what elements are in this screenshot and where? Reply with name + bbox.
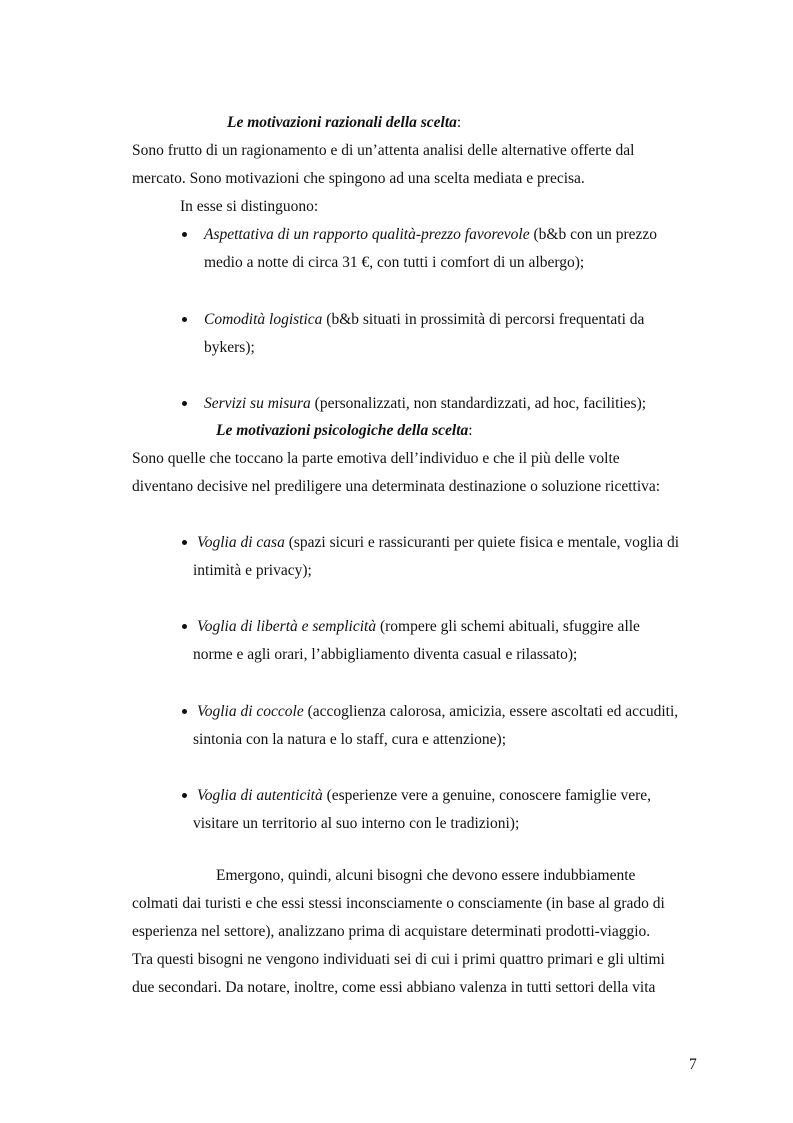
rational-intro-line-1: Sono frutto di un ragionamento e di un’attenta analisi delle alternative offerte dal xyxy=(132,142,635,159)
rational-intro-line-2: mercato. Sono motivazioni che spingono ad una scelta mediata e precisa. xyxy=(132,170,585,187)
psychological-item-3-term: Voglia di coccole xyxy=(197,703,304,720)
psychological-item-4-term: Voglia di autenticità xyxy=(197,787,323,804)
bullet-icon xyxy=(182,232,187,237)
rational-heading-colon: : xyxy=(456,114,462,131)
rational-item-3-desc: (personalizzati, non standardizzati, ad hoc, facilities); xyxy=(310,395,647,412)
psychological-item-3-desc: (accoglienza calorosa, amicizia, essere ascoltati ed accuditi, xyxy=(303,703,679,720)
rational-item-2-line-2: bykers); xyxy=(204,339,255,356)
rational-heading-text: Le motivazioni razionali della scelta xyxy=(227,114,457,131)
psychological-item-1-desc: (spazi sicuri e rassicuranti per quiete fisica e mentale, voglia di xyxy=(284,534,680,551)
rational-item-3-line-1 xyxy=(204,394,646,414)
rational-heading xyxy=(227,113,461,133)
closing-line-5: due secondari. Da notare, inoltre, come essi abbiano valenza in tutti settori della vita xyxy=(132,979,656,996)
psychological-item-2-line-1 xyxy=(197,617,640,637)
psychological-item-2-line-2: norme e agli orari, l’abbigliamento diventa casual e rilassato); xyxy=(193,646,578,663)
rational-item-1-desc: (b&b con un prezzo xyxy=(529,226,658,243)
rational-item-2-desc: (b&b situati in prossimità di percorsi frequentati da xyxy=(322,311,645,328)
bullet-icon xyxy=(182,709,187,714)
psychological-item-4-line-2: visitare un territorio al suo interno con le tradizioni); xyxy=(193,815,520,832)
psychological-item-4-desc: (esperienze vere a genuine, conoscere famiglie vere, xyxy=(322,787,652,804)
bullet-icon xyxy=(182,317,187,322)
psychological-item-2-term: Voglia di libertà e semplicità xyxy=(197,618,377,635)
psychological-heading xyxy=(216,421,473,441)
closing-line-2: colmati dai turisti e che essi stessi inconsciamente o consciamente (in base al grado di xyxy=(132,895,665,912)
psychological-item-3-line-1 xyxy=(197,702,678,722)
bullet-icon xyxy=(182,401,187,406)
rational-item-1-term: Aspettativa di un rapporto qualità-prezzo favorevole xyxy=(204,226,530,243)
bullet-icon xyxy=(182,540,187,545)
closing-line-1: Emergono, quindi, alcuni bisogni che devono essere indubbiamente xyxy=(216,867,636,884)
bullet-icon xyxy=(182,624,187,629)
bullet-icon xyxy=(182,793,187,798)
rational-lead: In esse si distinguono: xyxy=(180,198,319,215)
psychological-item-3-line-2: sintonia con la natura e lo staff, cura e attenzione); xyxy=(193,731,507,748)
psychological-intro-line-1: Sono quelle che toccano la parte emotiva dell’individuo e che il più delle volte xyxy=(132,450,620,467)
psychological-item-4-line-1 xyxy=(197,786,651,806)
rational-item-2-line-1 xyxy=(204,310,644,330)
psychological-heading-colon: : xyxy=(468,422,473,439)
closing-line-4: Tra questi bisogni ne vengono individuati sei di cui i primi quattro primari e gli ultimi xyxy=(132,951,665,968)
closing-line-3: esperienza nel settore), analizzano prima di acquistare determinati prodotti-viaggio. xyxy=(132,923,651,940)
rational-item-2-term: Comodità logistica xyxy=(204,311,323,328)
psychological-item-1-line-2: intimità e privacy); xyxy=(193,562,312,579)
psychological-item-1-line-1 xyxy=(197,533,679,553)
psychological-item-2-desc: (rompere gli schemi abituali, sfuggire alle xyxy=(376,618,640,635)
psychological-intro-line-2: diventano decisive nel prediligere una determinata destinazione o soluzione ricettiva: xyxy=(132,478,661,495)
page-number: 7 xyxy=(689,1056,697,1073)
psychological-heading-text: Le motivazioni psicologiche della scelta xyxy=(216,422,469,439)
rational-item-1-line-1 xyxy=(204,225,657,245)
psychological-item-1-term: Voglia di casa xyxy=(197,534,285,551)
rational-item-3-term: Servizi su misura xyxy=(204,395,311,412)
rational-item-1-line-2: medio a notte di circa 31 €, con tutti i comfort di un albergo); xyxy=(204,254,585,271)
